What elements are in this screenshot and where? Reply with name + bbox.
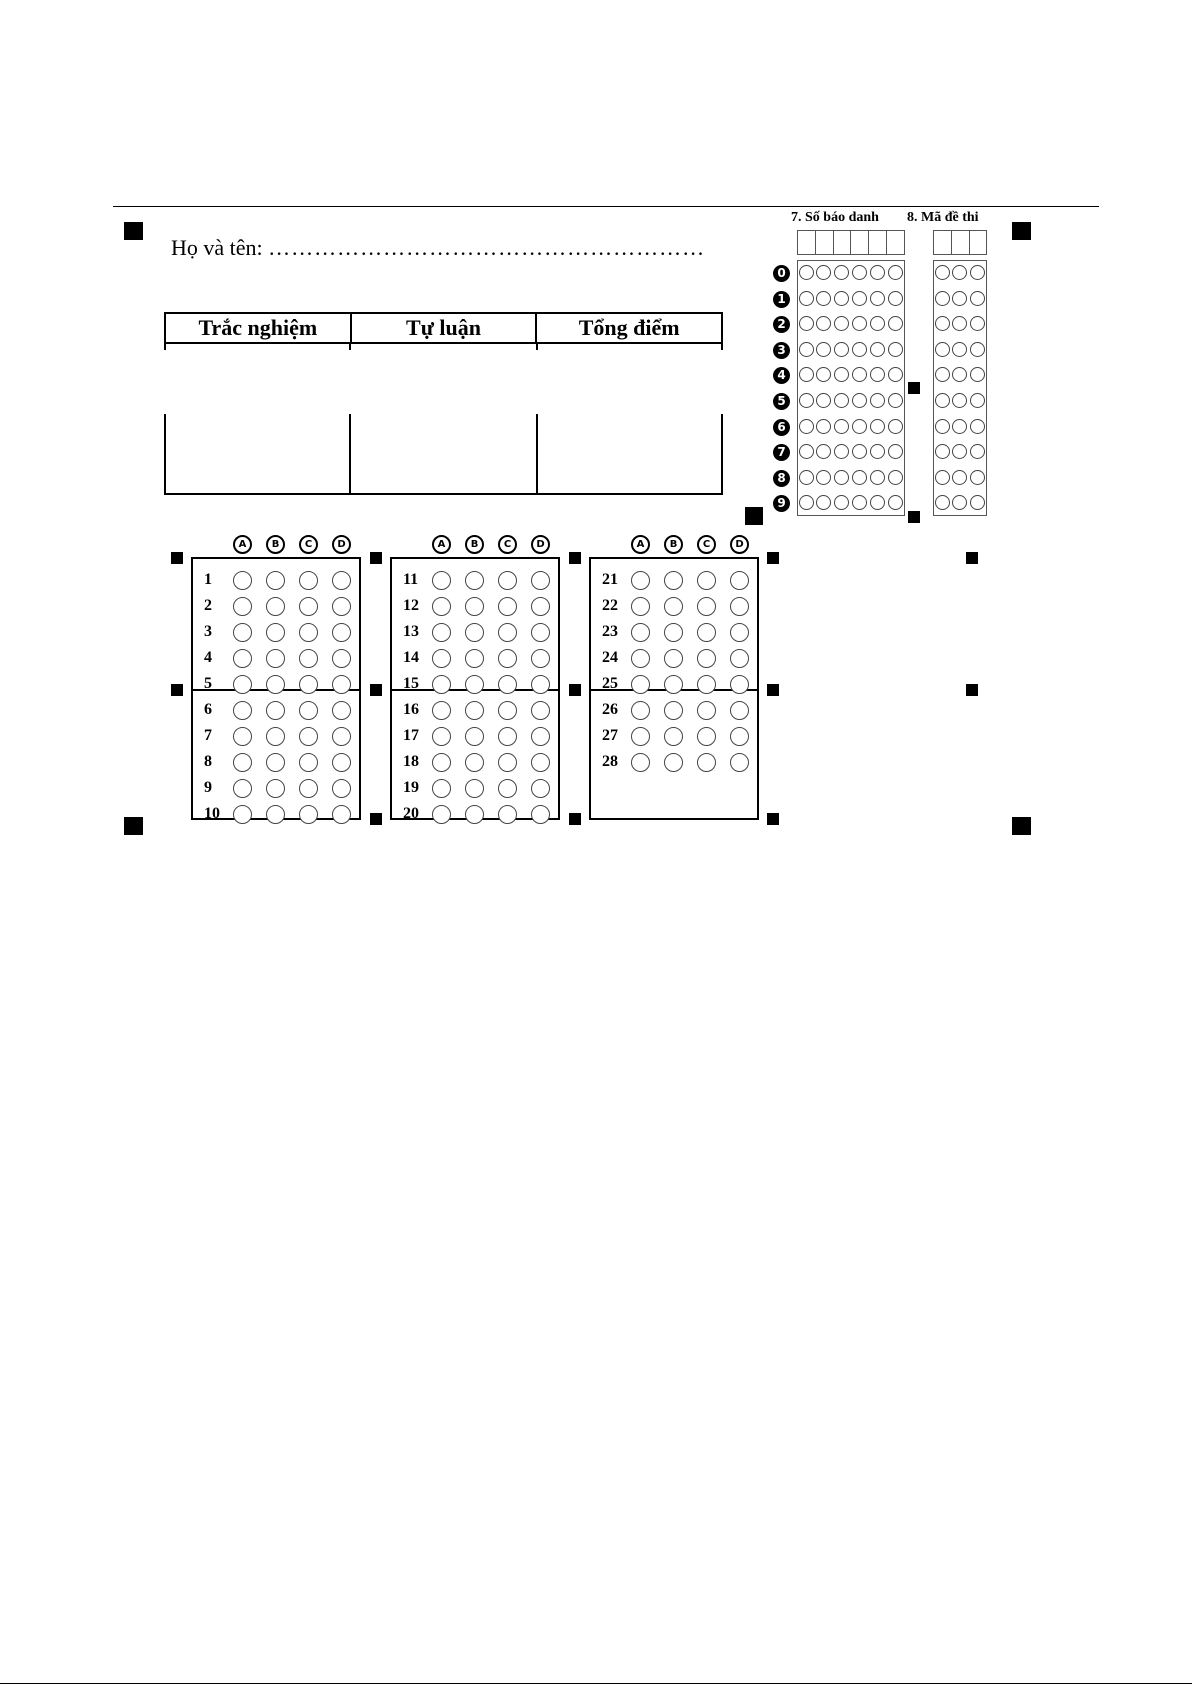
question-number: 25 bbox=[602, 675, 618, 692]
answer-bubble-b[interactable] bbox=[266, 779, 285, 798]
student-id-bubble[interactable] bbox=[888, 444, 903, 459]
answer-bubble-a[interactable] bbox=[233, 675, 252, 694]
answer-bubble-b[interactable] bbox=[266, 623, 285, 642]
student-id-bubble[interactable] bbox=[834, 342, 849, 357]
answer-bubble-d[interactable] bbox=[531, 701, 550, 720]
digit-label-icon: 8 bbox=[773, 470, 790, 487]
student-id-bubble[interactable] bbox=[888, 419, 903, 434]
student-id-bubble[interactable] bbox=[888, 470, 903, 485]
answer-bubble-d[interactable] bbox=[332, 727, 351, 746]
score-border-left-top bbox=[164, 342, 166, 350]
score-border-sep2 bbox=[536, 414, 538, 495]
answer-bubble-a[interactable] bbox=[432, 701, 451, 720]
answer-bubble-a[interactable] bbox=[631, 701, 650, 720]
answer-bubble-d[interactable] bbox=[531, 571, 550, 590]
answer-bubble-c[interactable] bbox=[299, 597, 318, 616]
answer-bubble-d[interactable] bbox=[332, 623, 351, 642]
answer-bubble-a[interactable] bbox=[631, 571, 650, 590]
student-id-bubble[interactable] bbox=[888, 342, 903, 357]
answer-bubble-d[interactable] bbox=[531, 727, 550, 746]
student-id-bubble[interactable] bbox=[870, 342, 885, 357]
answer-bubble-c[interactable] bbox=[498, 597, 517, 616]
corner-marker-bottom-left bbox=[124, 817, 143, 835]
option-header-d-icon: D bbox=[332, 535, 351, 554]
answer-bubble-a[interactable] bbox=[233, 727, 252, 746]
answer-bubble-c[interactable] bbox=[697, 753, 716, 772]
answer-bubble-c[interactable] bbox=[697, 649, 716, 668]
exam-code-bubble[interactable] bbox=[952, 342, 967, 357]
digit-label-icon: 0 bbox=[773, 265, 790, 282]
answer-bubble-d[interactable] bbox=[332, 597, 351, 616]
answer-bubble-a[interactable] bbox=[432, 571, 451, 590]
option-header-c-icon: C bbox=[697, 535, 716, 554]
digit-label-icon: 4 bbox=[773, 367, 790, 384]
answer-bubble-c[interactable] bbox=[498, 701, 517, 720]
exam-code-bubble[interactable] bbox=[935, 444, 950, 459]
student-id-bubble[interactable] bbox=[834, 291, 849, 306]
answer-bubble-b[interactable] bbox=[465, 779, 484, 798]
answer-bubble-b[interactable] bbox=[465, 623, 484, 642]
option-header-b-icon: B bbox=[465, 535, 484, 554]
question-number: 28 bbox=[602, 753, 618, 770]
option-header-a-icon: A bbox=[631, 535, 650, 554]
answer-bubble-c[interactable] bbox=[498, 649, 517, 668]
question-number: 10 bbox=[204, 805, 220, 822]
student-id-bubble[interactable] bbox=[852, 342, 867, 357]
student-id-bubble[interactable] bbox=[799, 393, 814, 408]
question-number: 23 bbox=[602, 623, 618, 640]
question-number: 20 bbox=[403, 805, 419, 822]
answer-bubble-d[interactable] bbox=[730, 649, 749, 668]
answer-marker bbox=[966, 552, 978, 564]
answer-bubble-b[interactable] bbox=[465, 727, 484, 746]
score-border-bottom bbox=[164, 493, 723, 495]
question-number: 14 bbox=[403, 649, 419, 666]
student-id-bubble[interactable] bbox=[834, 265, 849, 280]
exam-code-bubble[interactable] bbox=[935, 291, 950, 306]
answer-bubble-a[interactable] bbox=[631, 753, 650, 772]
top-rule bbox=[113, 206, 1099, 207]
answer-bubble-c[interactable] bbox=[697, 597, 716, 616]
score-border-right-top bbox=[721, 342, 723, 350]
exam-code-bubble[interactable] bbox=[952, 419, 967, 434]
answer-bubble-a[interactable] bbox=[631, 675, 650, 694]
student-id-bubble[interactable] bbox=[799, 419, 814, 434]
student-id-bubble[interactable] bbox=[799, 265, 814, 280]
answer-bubble-c[interactable] bbox=[299, 675, 318, 694]
question-number: 27 bbox=[602, 727, 618, 744]
student-id-bubble[interactable] bbox=[888, 291, 903, 306]
answer-marker bbox=[370, 813, 382, 825]
answer-bubble-c[interactable] bbox=[498, 779, 517, 798]
answer-bubble-a[interactable] bbox=[432, 805, 451, 824]
answer-marker bbox=[370, 684, 382, 696]
answer-bubble-c[interactable] bbox=[299, 779, 318, 798]
answer-bubble-b[interactable] bbox=[266, 805, 285, 824]
score-border-right bbox=[721, 414, 723, 495]
score-col-essay: Tự luận bbox=[350, 314, 536, 342]
question-number: 22 bbox=[602, 597, 618, 614]
answer-bubble-b[interactable] bbox=[465, 701, 484, 720]
answer-bubble-b[interactable] bbox=[266, 675, 285, 694]
question-number: 7 bbox=[204, 727, 212, 744]
answer-bubble-d[interactable] bbox=[332, 571, 351, 590]
digit-label-icon: 9 bbox=[773, 495, 790, 512]
answer-bubble-d[interactable] bbox=[332, 779, 351, 798]
answer-bubble-b[interactable] bbox=[266, 701, 285, 720]
option-header-b-icon: B bbox=[664, 535, 683, 554]
exam-code-bubble[interactable] bbox=[970, 470, 985, 485]
answer-bubble-c[interactable] bbox=[498, 753, 517, 772]
score-border-left bbox=[164, 414, 166, 495]
answer-bubble-c[interactable] bbox=[299, 623, 318, 642]
question-number: 11 bbox=[403, 571, 419, 588]
exam-code-bubble[interactable] bbox=[935, 342, 950, 357]
answer-bubble-b[interactable] bbox=[664, 571, 683, 590]
question-number: 12 bbox=[403, 597, 419, 614]
student-id-bubble[interactable] bbox=[834, 419, 849, 434]
answer-bubble-c[interactable] bbox=[498, 727, 517, 746]
digit-label-icon: 6 bbox=[773, 419, 790, 436]
exam-code-bubble[interactable] bbox=[970, 291, 985, 306]
question-number: 6 bbox=[204, 701, 212, 718]
answer-bubble-b[interactable] bbox=[465, 571, 484, 590]
answer-bubble-d[interactable] bbox=[531, 649, 550, 668]
exam-code-bubble[interactable] bbox=[970, 265, 985, 280]
exam-code-bubble[interactable] bbox=[970, 342, 985, 357]
student-id-entry-box[interactable] bbox=[886, 230, 905, 255]
exam-code-bubble[interactable] bbox=[952, 470, 967, 485]
student-id-bubble[interactable] bbox=[799, 495, 814, 510]
student-id-bubble[interactable] bbox=[870, 265, 885, 280]
question-number: 24 bbox=[602, 649, 618, 666]
answer-bubble-d[interactable] bbox=[730, 597, 749, 616]
student-id-bubble[interactable] bbox=[799, 342, 814, 357]
student-id-bubble[interactable] bbox=[870, 316, 885, 331]
exam-code-bubble[interactable] bbox=[935, 419, 950, 434]
exam-code-entry-box[interactable] bbox=[969, 230, 988, 255]
answer-bubble-a[interactable] bbox=[432, 597, 451, 616]
answer-bubble-b[interactable] bbox=[664, 701, 683, 720]
student-id-bubble[interactable] bbox=[799, 470, 814, 485]
answer-bubble-d[interactable] bbox=[531, 623, 550, 642]
student-id-bubble[interactable] bbox=[870, 393, 885, 408]
student-id-title: 7. Số báo danh bbox=[791, 210, 879, 225]
answer-bubble-b[interactable] bbox=[664, 753, 683, 772]
answer-bubble-a[interactable] bbox=[233, 649, 252, 668]
answer-bubble-b[interactable] bbox=[664, 623, 683, 642]
digit-label-icon: 5 bbox=[773, 393, 790, 410]
student-id-bubble[interactable] bbox=[870, 470, 885, 485]
student-name-label: Họ và tên: bbox=[171, 235, 263, 260]
exam-code-bubble[interactable] bbox=[970, 393, 985, 408]
exam-code-bubble[interactable] bbox=[935, 316, 950, 331]
answer-marker bbox=[171, 552, 183, 564]
score-table bbox=[164, 312, 723, 493]
answer-bubble-a[interactable] bbox=[631, 623, 650, 642]
answer-bubble-c[interactable] bbox=[697, 571, 716, 590]
student-id-bubble[interactable] bbox=[816, 342, 831, 357]
student-id-entry-box[interactable] bbox=[815, 230, 834, 255]
answer-bubble-c[interactable] bbox=[299, 753, 318, 772]
student-id-bubble[interactable] bbox=[870, 419, 885, 434]
id-marker-bottom bbox=[908, 511, 920, 523]
student-id-entry-box[interactable] bbox=[833, 230, 852, 255]
answer-marker bbox=[171, 684, 183, 696]
answer-bubble-c[interactable] bbox=[697, 675, 716, 694]
answer-bubble-d[interactable] bbox=[332, 701, 351, 720]
answer-bubble-c[interactable] bbox=[498, 805, 517, 824]
student-id-bubble[interactable] bbox=[816, 419, 831, 434]
answer-bubble-b[interactable] bbox=[465, 649, 484, 668]
answer-bubble-b[interactable] bbox=[465, 805, 484, 824]
answer-bubble-b[interactable] bbox=[465, 753, 484, 772]
answer-bubble-d[interactable] bbox=[332, 675, 351, 694]
answer-bubble-a[interactable] bbox=[233, 597, 252, 616]
question-number: 15 bbox=[403, 675, 419, 692]
student-id-bubble[interactable] bbox=[870, 444, 885, 459]
student-id-entry-box[interactable] bbox=[850, 230, 869, 255]
exam-code-bubble[interactable] bbox=[935, 265, 950, 280]
question-number: 8 bbox=[204, 753, 212, 770]
student-id-bubble[interactable] bbox=[799, 291, 814, 306]
score-col-multiple-choice: Trắc nghiệm bbox=[198, 315, 318, 340]
answer-bubble-d[interactable] bbox=[531, 779, 550, 798]
corner-marker-top-right bbox=[1012, 222, 1031, 240]
question-number: 26 bbox=[602, 701, 618, 718]
option-header-a-icon: A bbox=[432, 535, 451, 554]
answer-bubble-a[interactable] bbox=[631, 727, 650, 746]
question-number: 18 bbox=[403, 753, 419, 770]
answer-bubble-a[interactable] bbox=[233, 623, 252, 642]
answer-bubble-c[interactable] bbox=[697, 623, 716, 642]
student-id-bubble[interactable] bbox=[816, 291, 831, 306]
bottom-rule bbox=[0, 1683, 1192, 1684]
answer-bubble-b[interactable] bbox=[266, 753, 285, 772]
exam-code-bubble[interactable] bbox=[970, 419, 985, 434]
answer-bubble-c[interactable] bbox=[299, 727, 318, 746]
student-id-bubble[interactable] bbox=[834, 470, 849, 485]
answer-bubble-a[interactable] bbox=[432, 779, 451, 798]
question-number: 17 bbox=[403, 727, 419, 744]
student-id-bubble[interactable] bbox=[870, 495, 885, 510]
student-id-bubble[interactable] bbox=[888, 393, 903, 408]
answer-bubble-a[interactable] bbox=[233, 779, 252, 798]
student-id-bubble[interactable] bbox=[870, 367, 885, 382]
option-header-c-icon: C bbox=[498, 535, 517, 554]
answer-bubble-a[interactable] bbox=[432, 623, 451, 642]
answer-bubble-a[interactable] bbox=[432, 753, 451, 772]
answer-bubble-d[interactable] bbox=[730, 727, 749, 746]
question-number: 5 bbox=[204, 675, 212, 692]
answer-marker bbox=[767, 813, 779, 825]
answer-bubble-a[interactable] bbox=[233, 753, 252, 772]
option-header-b-icon: B bbox=[266, 535, 285, 554]
student-id-bubble[interactable] bbox=[816, 470, 831, 485]
student-id-bubble[interactable] bbox=[852, 393, 867, 408]
option-header-d-icon: D bbox=[531, 535, 550, 554]
student-id-bubble[interactable] bbox=[888, 265, 903, 280]
answer-bubble-d[interactable] bbox=[531, 675, 550, 694]
answer-bubble-d[interactable] bbox=[730, 675, 749, 694]
digit-label-icon: 3 bbox=[773, 342, 790, 359]
student-id-bubble[interactable] bbox=[888, 495, 903, 510]
answer-bubble-a[interactable] bbox=[432, 727, 451, 746]
student-id-bubble[interactable] bbox=[852, 419, 867, 434]
id-marker-mid bbox=[908, 382, 920, 394]
question-number: 9 bbox=[204, 779, 212, 796]
answer-bubble-b[interactable] bbox=[664, 649, 683, 668]
question-number: 13 bbox=[403, 623, 419, 640]
corner-marker-bottom-right bbox=[1012, 817, 1031, 835]
answer-bubble-d[interactable] bbox=[730, 571, 749, 590]
student-id-bubble[interactable] bbox=[852, 265, 867, 280]
answer-bubble-c[interactable] bbox=[299, 571, 318, 590]
answer-bubble-c[interactable] bbox=[498, 675, 517, 694]
student-id-bubble[interactable] bbox=[852, 444, 867, 459]
student-id-bubble[interactable] bbox=[799, 444, 814, 459]
answer-bubble-d[interactable] bbox=[730, 701, 749, 720]
student-id-bubble[interactable] bbox=[870, 291, 885, 306]
question-number: 4 bbox=[204, 649, 212, 666]
digit-label-icon: 2 bbox=[773, 316, 790, 333]
question-number: 2 bbox=[204, 597, 212, 614]
answer-bubble-b[interactable] bbox=[664, 675, 683, 694]
answer-bubble-a[interactable] bbox=[233, 805, 252, 824]
answer-bubble-a[interactable] bbox=[631, 649, 650, 668]
student-id-bubble[interactable] bbox=[852, 291, 867, 306]
answer-bubble-c[interactable] bbox=[697, 701, 716, 720]
answer-bubble-c[interactable] bbox=[299, 649, 318, 668]
answer-bubble-d[interactable] bbox=[730, 623, 749, 642]
question-number: 3 bbox=[204, 623, 212, 640]
answer-bubble-d[interactable] bbox=[531, 597, 550, 616]
digit-label-icon: 7 bbox=[773, 444, 790, 461]
answer-bubble-c[interactable] bbox=[498, 623, 517, 642]
student-id-bubble[interactable] bbox=[799, 316, 814, 331]
score-table-header bbox=[164, 312, 723, 344]
answer-marker bbox=[569, 813, 581, 825]
student-id-bubble[interactable] bbox=[888, 367, 903, 382]
answer-bubble-b[interactable] bbox=[266, 597, 285, 616]
answer-bubble-b[interactable] bbox=[465, 675, 484, 694]
option-header-d-icon: D bbox=[730, 535, 749, 554]
student-id-entry-box[interactable] bbox=[868, 230, 887, 255]
score-border-sep2-top bbox=[536, 342, 538, 350]
answer-bubble-d[interactable] bbox=[332, 805, 351, 824]
student-id-bubble[interactable] bbox=[888, 316, 903, 331]
answer-marker bbox=[966, 684, 978, 696]
option-header-a-icon: A bbox=[233, 535, 252, 554]
exam-code-bubble[interactable] bbox=[935, 495, 950, 510]
score-table-body bbox=[164, 342, 723, 507]
answer-marker bbox=[767, 552, 779, 564]
id-marker-large bbox=[745, 507, 763, 525]
corner-marker-top-left bbox=[124, 222, 143, 240]
answer-bubble-a[interactable] bbox=[432, 675, 451, 694]
answer-bubble-a[interactable] bbox=[432, 649, 451, 668]
exam-code-title: 8. Mã đề thi bbox=[907, 210, 979, 225]
answer-bubble-d[interactable] bbox=[332, 649, 351, 668]
score-border-sep1-top bbox=[349, 342, 351, 350]
student-id-entry-box[interactable] bbox=[797, 230, 816, 255]
answer-bubble-b[interactable] bbox=[266, 649, 285, 668]
answer-marker bbox=[569, 684, 581, 696]
answer-bubble-a[interactable] bbox=[631, 597, 650, 616]
answer-marker bbox=[370, 552, 382, 564]
answer-bubble-b[interactable] bbox=[465, 597, 484, 616]
student-id-bubble[interactable] bbox=[852, 316, 867, 331]
answer-bubble-c[interactable] bbox=[299, 805, 318, 824]
exam-code-entry-box[interactable] bbox=[951, 230, 970, 255]
question-number: 16 bbox=[403, 701, 419, 718]
student-name-line[interactable] bbox=[171, 235, 705, 261]
question-number: 19 bbox=[403, 779, 419, 796]
answer-bubble-c[interactable] bbox=[697, 727, 716, 746]
answer-bubble-b[interactable] bbox=[266, 727, 285, 746]
answer-marker bbox=[767, 684, 779, 696]
answer-bubble-d[interactable] bbox=[531, 753, 550, 772]
student-name-dots: ………………………………………………… bbox=[268, 235, 706, 260]
option-header-c-icon: C bbox=[299, 535, 318, 554]
student-id-bubble[interactable] bbox=[799, 367, 814, 382]
answer-bubble-d[interactable] bbox=[730, 753, 749, 772]
exam-code-bubble[interactable] bbox=[952, 291, 967, 306]
score-col-total: Tổng điểm bbox=[535, 314, 721, 342]
exam-code-bubble[interactable] bbox=[935, 367, 950, 382]
student-id-bubble[interactable] bbox=[852, 470, 867, 485]
student-id-bubble[interactable] bbox=[834, 393, 849, 408]
answer-bubble-a[interactable] bbox=[233, 701, 252, 720]
question-number: 21 bbox=[602, 571, 618, 588]
digit-label-icon: 1 bbox=[773, 291, 790, 308]
answer-bubble-a[interactable] bbox=[233, 571, 252, 590]
answer-bubble-d[interactable] bbox=[332, 753, 351, 772]
answer-bubble-b[interactable] bbox=[266, 571, 285, 590]
answer-bubble-b[interactable] bbox=[664, 727, 683, 746]
answer-bubble-b[interactable] bbox=[664, 597, 683, 616]
answer-bubble-c[interactable] bbox=[299, 701, 318, 720]
exam-code-entry-box[interactable] bbox=[933, 230, 952, 255]
answer-bubble-c[interactable] bbox=[498, 571, 517, 590]
question-number: 1 bbox=[204, 571, 212, 588]
exam-code-bubble[interactable] bbox=[935, 470, 950, 485]
score-border-sep1 bbox=[349, 414, 351, 495]
exam-code-bubble[interactable] bbox=[935, 393, 950, 408]
answer-marker bbox=[569, 552, 581, 564]
answer-bubble-d[interactable] bbox=[531, 805, 550, 824]
